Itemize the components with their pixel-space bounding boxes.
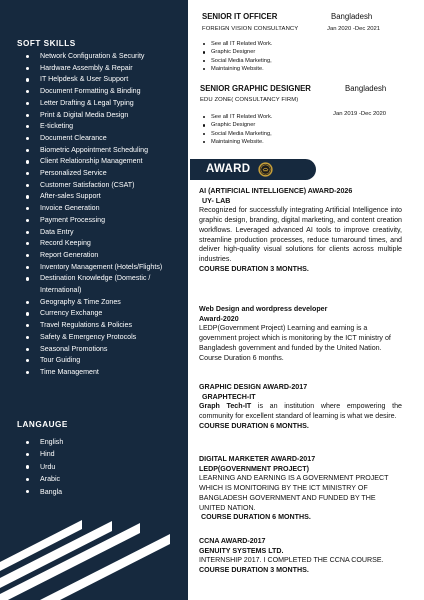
job-title: SENIOR IT OFFICER	[202, 12, 278, 21]
job-company: FOREIGN VISION CONSULTANCY	[202, 26, 299, 32]
award-institution-name: Graph Tech-IT	[199, 402, 252, 411]
job-duty-item: Maintaining Website.	[200, 138, 330, 146]
award-duration: COURSE DURATION 6 MONTHS.	[199, 421, 309, 430]
skill-item: Time Management	[26, 367, 184, 379]
skill-item: Hardware Assembly & Repair	[26, 63, 184, 75]
skill-item: Payment Processing	[26, 215, 184, 227]
skill-item: Data Entry	[26, 227, 184, 239]
job-company: EDU ZONE( CONSULTANCY FIRM)	[200, 97, 299, 103]
award-duration: COURSE DURATION 3 MONTHS.	[199, 566, 309, 575]
job-duty-item: Maintaining Website.	[200, 65, 380, 73]
award-organization: UY- LAB	[202, 196, 231, 205]
job-duties	[200, 113, 330, 146]
skill-item: IT Helpdesk & User Support	[26, 74, 184, 86]
award-organization: GRAPHTECH-IT	[202, 392, 256, 401]
skill-item: Document Formatting & Binding	[26, 86, 184, 98]
decorative-stripes	[0, 510, 188, 600]
award-banner	[190, 159, 316, 180]
language-item: Hind	[26, 448, 176, 460]
skill-item: Client Relationship Management	[26, 156, 184, 168]
skill-item: Invoice Generation	[26, 203, 184, 215]
award-heading: AWARD	[206, 163, 251, 175]
sidebar	[0, 0, 188, 600]
award-duration: Course Duration 6 months.	[199, 353, 284, 362]
skill-item: Print & Digital Media Design	[26, 110, 184, 122]
award-duration: COURSE DURATION 6 MONTHS.	[199, 513, 311, 522]
award-duration: COURSE DURATION 3 MONTHS.	[199, 264, 309, 273]
award-description: Recognized for successfully integrating Artificial Intelligence into graphic design, branding, digital marketing, and content creation workflows. Leveraged advanced AI tools to improve creativity, streamline production processes, reduce turnaround times, and deliver high-quality visual solutions for clients across multiple industries.	[199, 206, 402, 263]
skills-list	[26, 51, 184, 379]
job-duty-item: See all IT Related Work.	[200, 40, 380, 48]
language-item: Bangla	[26, 486, 176, 498]
skill-item: Report Generation	[26, 250, 184, 262]
language-item: English	[26, 436, 176, 448]
skill-item: Personalized Service	[26, 168, 184, 180]
skill-item: Record Keeping	[26, 238, 184, 250]
skill-item: Destination Knowledge (Domestic / International)	[26, 273, 184, 296]
job-location: Bangladesh	[345, 84, 387, 93]
skill-item: Letter Drafting & Legal Typing	[26, 98, 184, 110]
skill-item: Seasonal Promotions	[26, 344, 184, 356]
job-duty-item: Graphic Designer	[200, 121, 330, 129]
skill-item: After-sales Support	[26, 191, 184, 203]
language-item: Urdu	[26, 461, 176, 473]
skill-item: Geography & Time Zones	[26, 297, 184, 309]
language-item: Arabic	[26, 473, 176, 485]
skill-item: Tour Guiding	[26, 355, 184, 367]
job-duty-item: Graphic Designer	[200, 48, 380, 56]
skill-item: Biometric Appointment Scheduling	[26, 145, 184, 157]
award-description: LEDP(Government Project) Learning and earning is a government project which is monitoring by the ICT ministry of Bangladesh government and funded by the United Nation.	[199, 324, 391, 352]
award-title: AI (ARTIFICIAL INTELLIGENCE) AWARD-2026	[199, 187, 353, 195]
award-description-text: is an institution where empowering the community for excellent standard of learning is what we desire.	[199, 402, 402, 421]
award-organization: Award-2020	[199, 314, 239, 323]
job-title: SENIOR GRAPHIC DESIGNER	[200, 84, 311, 93]
award-title: DIGITAL MARKETER AWARD-2017	[199, 455, 316, 463]
award-title: Web Design and wordpress developer	[199, 305, 328, 313]
skill-item: Network Configuration & Security	[26, 51, 184, 63]
job-duties	[200, 40, 380, 73]
award-organization: GENUITY SYSTEMS LTD.	[199, 546, 284, 555]
award-entry	[199, 305, 402, 363]
award-description: LEARNING AND EARNING IS A GOVERNMENT PROJECT WHICH IS MONITORING BY THE ICT MINISTRY OF BANGLADESH GOVERNMENT AND FUNDED BY THE UNITED NATION.	[199, 474, 389, 512]
skill-item: Travel Regulations & Policies	[26, 320, 184, 332]
award-title: GRAPHIC DESIGN AWARD-2017	[199, 383, 308, 391]
award-title: CCNA AWARD-2017	[199, 537, 266, 545]
job-dates: Jan 2020 -Dec 2021	[327, 26, 381, 32]
language-heading: LANGAUGE	[17, 420, 68, 429]
skill-item: Safety & Emergency Protocols	[26, 332, 184, 344]
job-location: Bangladesh	[331, 12, 373, 21]
skill-item: E-ticketing	[26, 121, 184, 133]
job-dates: Jan 2019 -Dec 2020	[333, 111, 387, 117]
award-organization: LEDP(GOVERNMENT PROJECT)	[199, 464, 309, 473]
award-entry	[199, 455, 402, 523]
skill-item: Currency Exchange	[26, 308, 184, 320]
award-medal-icon	[258, 162, 273, 177]
skills-heading: SOFT SKILLS	[17, 39, 76, 48]
award-entry	[199, 187, 402, 274]
award-description	[199, 402, 402, 421]
award-entry	[199, 383, 402, 432]
job-duty-item: Social Media Marketing,	[200, 57, 380, 65]
skill-item: Document Clearance	[26, 133, 184, 145]
language-list	[26, 436, 176, 498]
award-description: INTERNSHIP 2017. I COMPLETED THE CCNA COURSE.	[199, 556, 384, 565]
job-duty-item: See all IT Related Work.	[200, 113, 330, 121]
skill-item: Customer Satisfaction (CSAT)	[26, 180, 184, 192]
award-entry	[199, 537, 402, 576]
skill-item: Inventory Management (Hotels/Flights)	[26, 262, 184, 274]
job-duty-item: Social Media Marketing,	[200, 130, 330, 138]
